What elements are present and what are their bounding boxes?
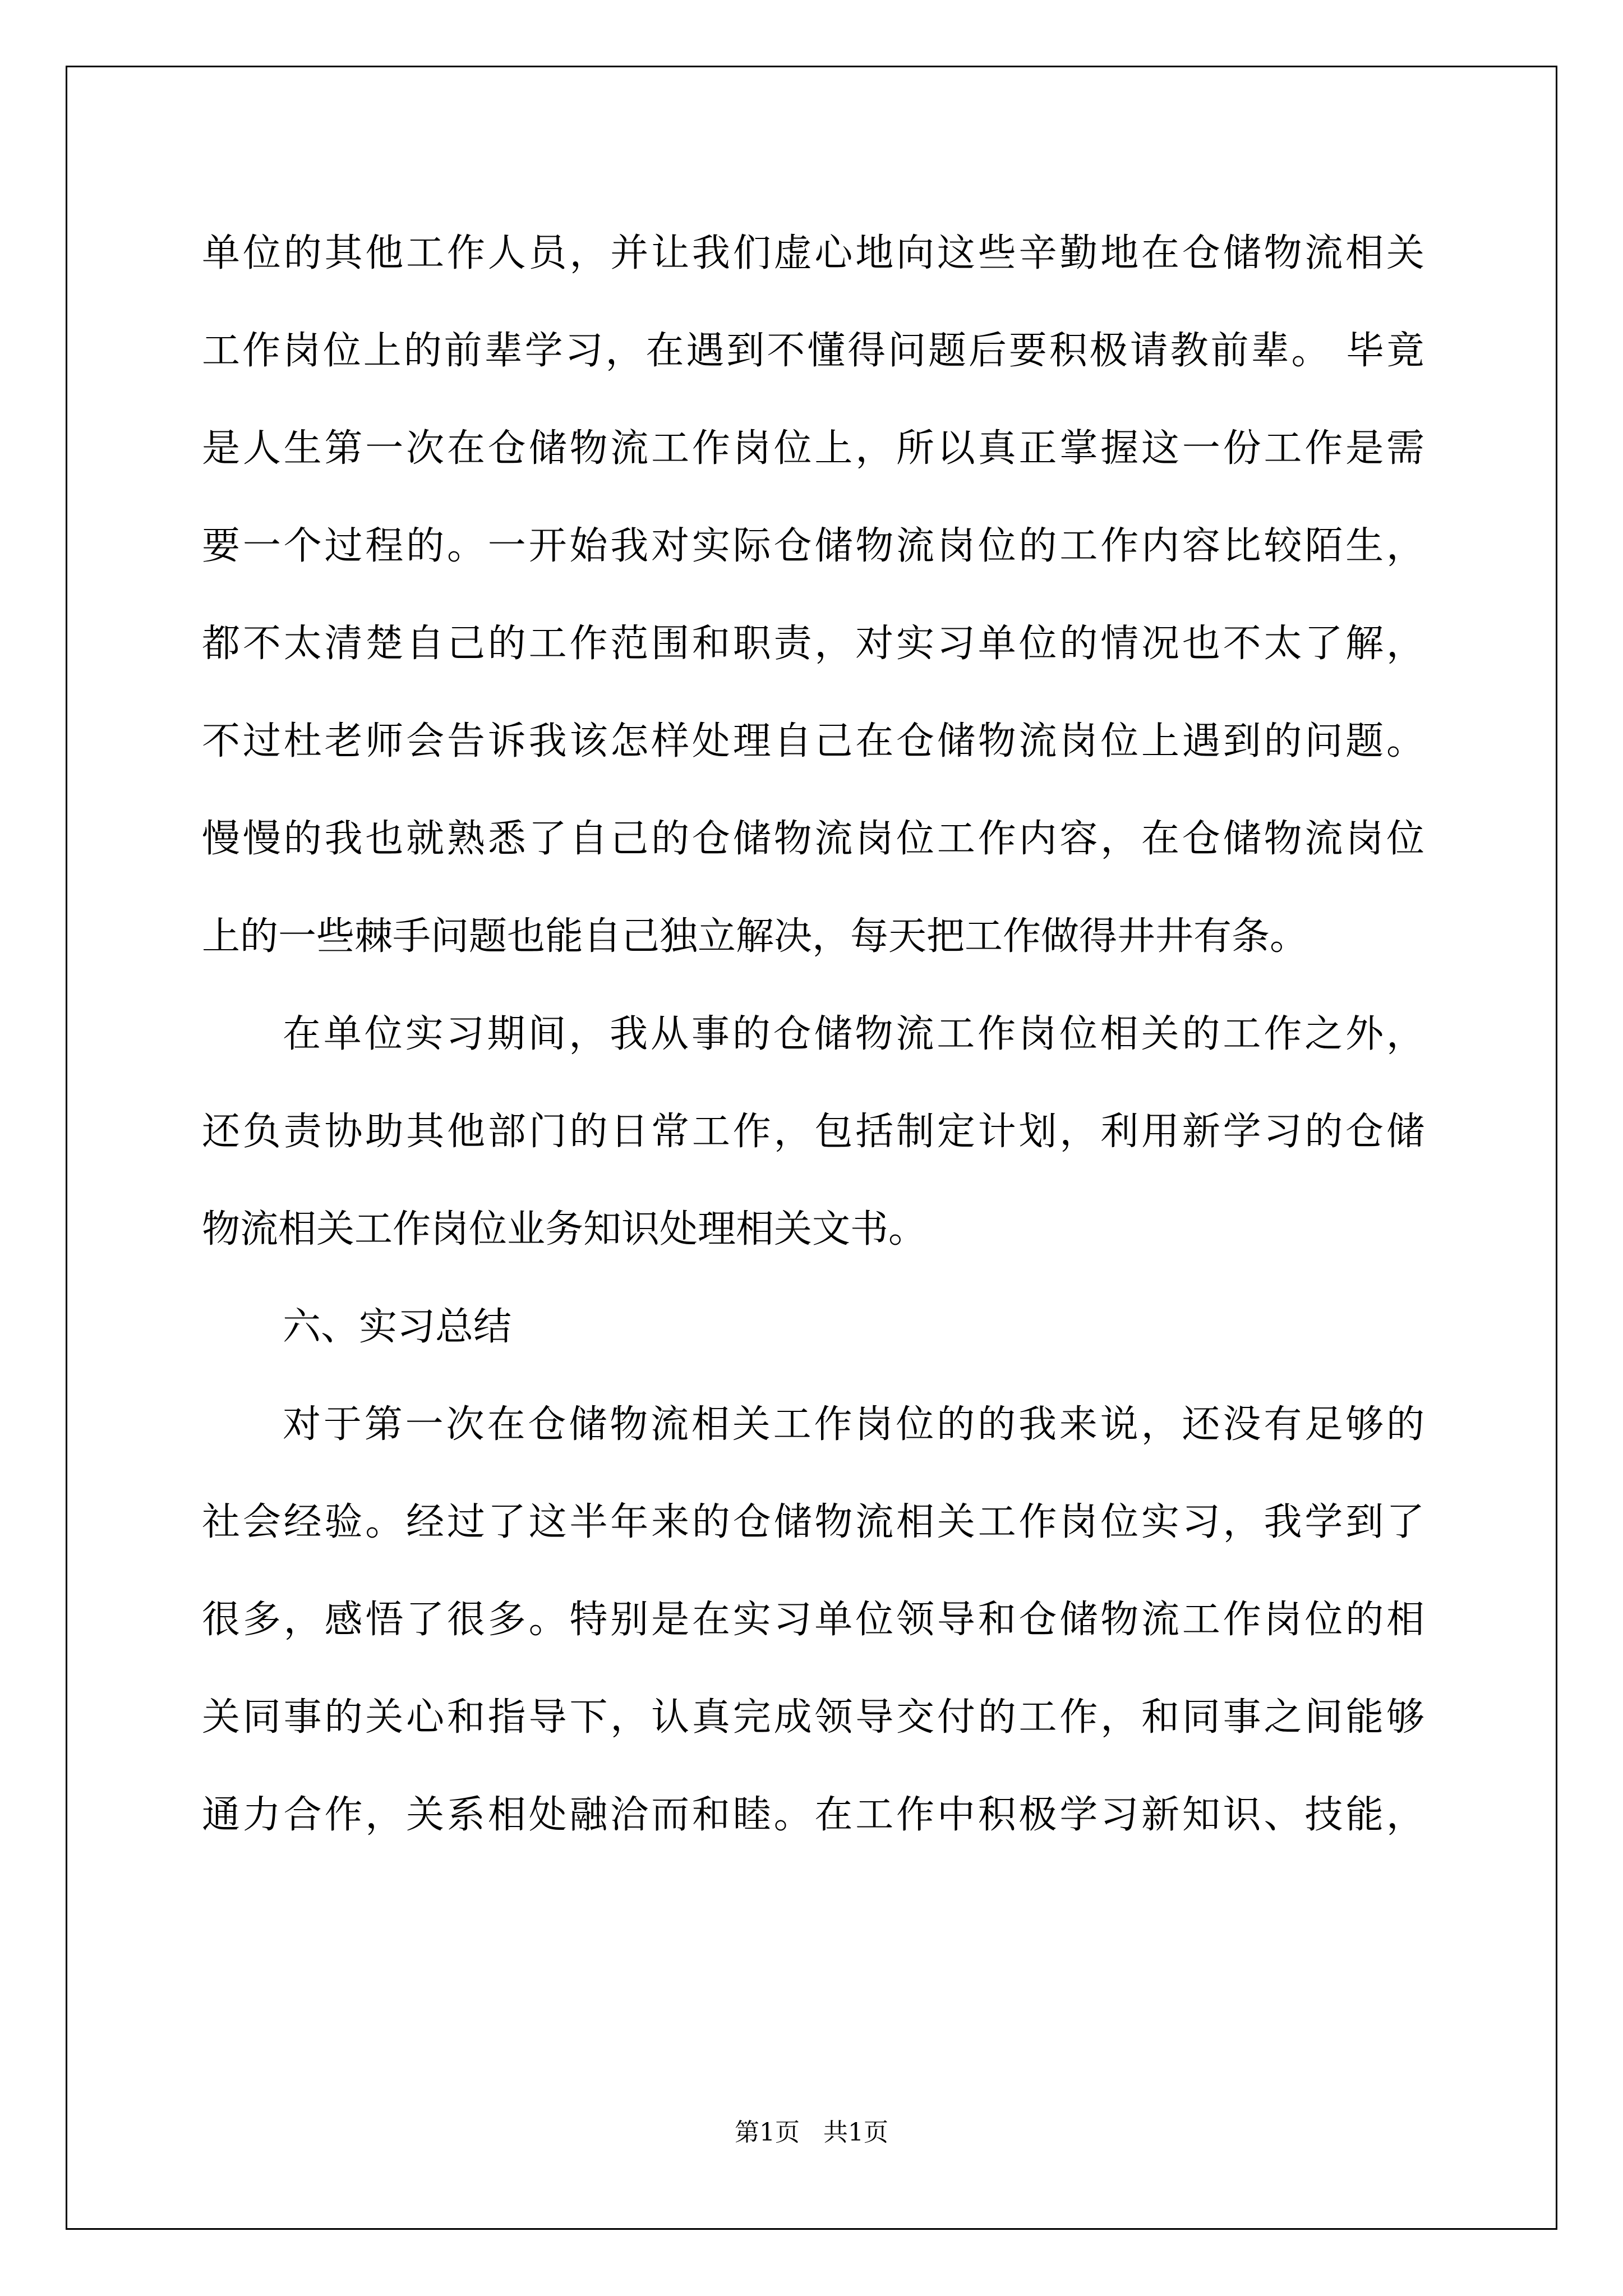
page-footer — [0, 2116, 1623, 2150]
text-line-16: 关同事的关心和指导下，认真完成领导交付的工作，和同事之间能够 — [202, 1695, 1424, 1740]
text-line-11: 物流相关工作岗位业务知识处理相关文书。 — [202, 1207, 927, 1251]
text-line-6: 不过杜老师会告诉我该怎样处理自己在仓储物流岗位上遇到的问题。 — [202, 719, 1424, 763]
document-body — [202, 205, 1424, 1864]
text-line-13: 对于第一次在仓储物流相关工作岗位的的我来说，还没有足够的 — [283, 1402, 1424, 1447]
text-line-7: 慢慢的我也就熟悉了自己的仓储物流岗位工作内容，在仓储物流岗位 — [202, 817, 1424, 861]
text-line-1: 单位的其他工作人员，并让我们虚心地向这些辛勤地在仓储物流相关 — [202, 231, 1424, 275]
page-number: 第1页 — [735, 2118, 800, 2147]
text-line-8: 上的一些棘手问题也能自己独立解决，每天把工作做得井井有条。 — [202, 914, 1308, 959]
text-line-9: 在单位实习期间，我从事的仓储物流工作岗位相关的工作之外， — [283, 1012, 1424, 1056]
text-line-5: 都不太清楚自己的工作范围和职责，对实习单位的情况也不太了解， — [202, 622, 1424, 666]
footer-spacer — [800, 2118, 823, 2147]
text-line-14: 社会经验。经过了这半年来的仓储物流相关工作岗位实习，我学到了 — [202, 1500, 1424, 1544]
text-line-10: 还负责协助其他部门的日常工作，包括制定计划，利用新学习的仓储 — [202, 1110, 1424, 1154]
page-total: 共1页 — [823, 2118, 888, 2147]
text-line-4: 要一个过程的。一开始我对实际仓储物流岗位的工作内容比较陌生， — [202, 524, 1424, 568]
text-line-3: 是人生第一次在仓储物流工作岗位上，所以真正掌握这一份工作是需 — [202, 426, 1424, 471]
text-line-15: 很多，感悟了很多。特别是在实习单位领导和仓储物流工作岗位的相 — [202, 1598, 1424, 1642]
text-line-17: 通力合作，关系相处融洽而和睦。在工作中积极学习新知识、技能， — [202, 1793, 1424, 1837]
section-heading: 六、实习总结 — [283, 1305, 512, 1349]
text-line-2: 工作岗位上的前辈学习，在遇到不懂得问题后要积极请教前辈。 毕竟 — [202, 329, 1424, 373]
